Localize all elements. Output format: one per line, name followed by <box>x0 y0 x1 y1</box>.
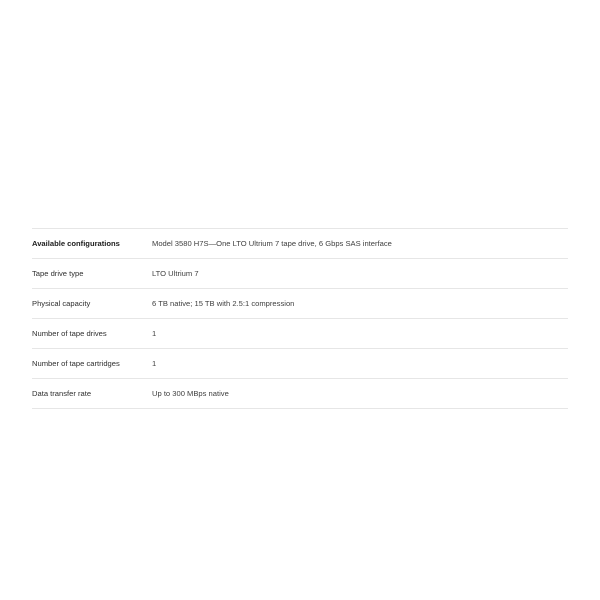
table-row <box>32 289 568 319</box>
row-value: 1 <box>152 359 157 368</box>
row-label <box>32 259 152 289</box>
table-row <box>32 349 568 379</box>
row-label <box>32 229 152 259</box>
row-value: Model 3580 H7S—One LTO Ultrium 7 tape drive, 6 Gbps SAS interface <box>152 239 392 248</box>
table-row <box>32 229 568 259</box>
row-label <box>32 289 152 319</box>
row-label-text: Data transfer rate <box>32 389 92 398</box>
specifications-table <box>32 228 568 409</box>
row-label-text: Physical capacity <box>32 299 91 308</box>
row-label-text: Number of tape drives <box>32 329 107 338</box>
row-label-text: Number of tape cartridges <box>32 359 120 368</box>
table-row <box>32 319 568 349</box>
row-value: Up to 300 MBps native <box>152 389 229 398</box>
row-label-text: Tape drive type <box>32 269 84 278</box>
row-label <box>32 319 152 349</box>
table-row <box>32 379 568 409</box>
specifications-table-container <box>32 228 568 409</box>
table-row <box>32 259 568 289</box>
row-value: LTO Ultrium 7 <box>152 269 199 278</box>
row-value: 6 TB native; 15 TB with 2.5:1 compression <box>152 299 295 308</box>
row-label <box>32 379 152 409</box>
row-value: 1 <box>152 329 157 338</box>
row-label-text: Available configurations <box>32 239 120 248</box>
row-label <box>32 349 152 379</box>
table-body <box>32 229 568 409</box>
